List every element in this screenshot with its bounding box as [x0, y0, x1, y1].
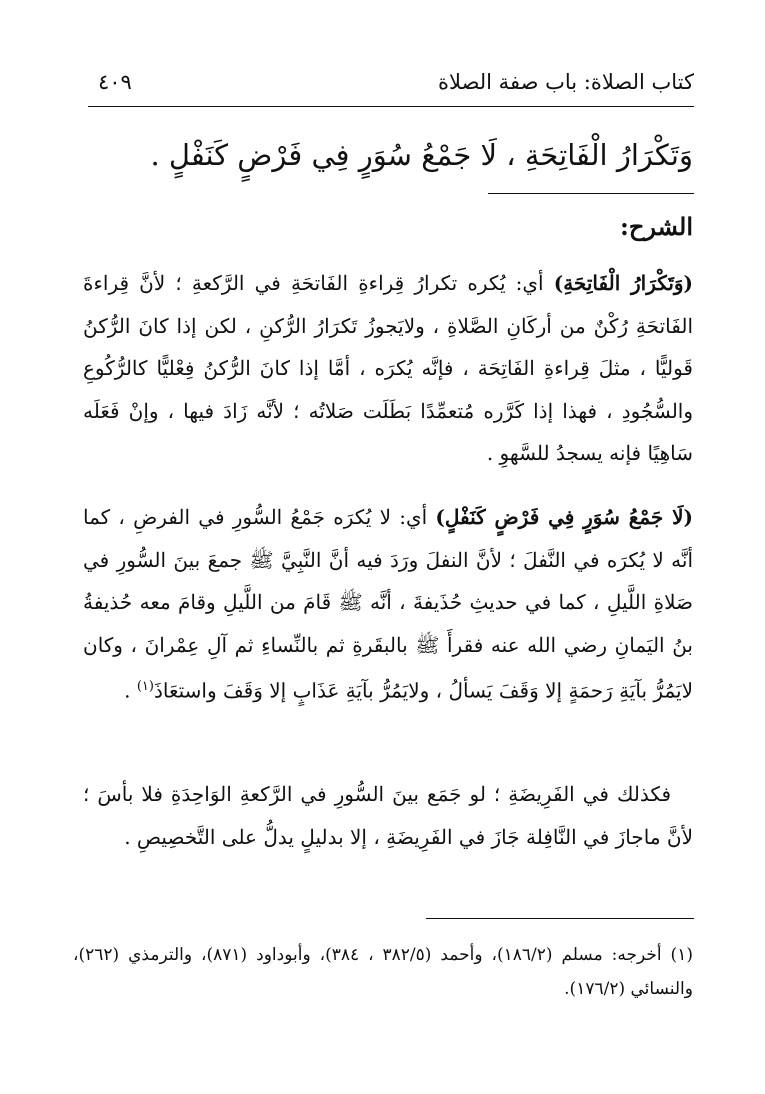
commentary-paragraph-3: [83, 773, 693, 858]
footnote-divider: [426, 918, 694, 919]
paragraph-2-text: أي: لا يُكرَه جَمْعُ السُّورِ في الفرضِ ، كما أنَّه لا يُكرَه في النَّفلَ ؛ لأنَّ النفلَ ورَدَ فيه أنَّ النَّبِيَّ ﷺ جمعَ بينَ السُّورِ في صَلاةِ اللَّيلِ ، كما في حديثِ حُذَيفةَ ، أنَّه ﷺ قَامَ من اللَّيلِ وقامَ معه حُذيفةُ بنُ اليَمانِ رضي الله عنه فقرأَ ﷺ بالبقَرةِ ثم بالنِّساءِ ثم آلِ عِمْرانَ ، وكان لايَمُرُّ بآيَةِ رَحمَةٍ إلا وَقَفَ يَسألُ ، ولايَمُرُّ بآيَةِ عَذَابٍ إلا وَقَفَ واستعَاذَ: [83, 505, 693, 704]
chapter-title: كتاب الصلاة: باب صفة الصلاة: [438, 70, 694, 94]
page-number: ٤٠٩: [98, 70, 132, 94]
matn-quote-1: (وَتَكْرَارُ الْفَاتِحَةِ): [553, 271, 694, 295]
matn-divider: [488, 193, 694, 194]
matn-quote-2: (لَا جَمْعُ سُوَرٍ فِي فَرْضٍ كَنَفْلٍ): [435, 505, 693, 529]
commentary-paragraph-1: [83, 262, 693, 475]
commentary-heading: الشرح:: [620, 212, 693, 241]
commentary-paragraph-2: [83, 496, 693, 713]
matn-text: وَتَكْرَارُ الْفَاتِحَةِ ، لَا جَمْعُ سُوَرٍ فِي فَرْضٍ كَنَفْلٍ .: [150, 138, 693, 172]
paragraph-3-text: فكذلك في الفَرِيضَةِ ؛ لو جَمَع بينَ السُّورِ في الرَّكعةِ الوَاحِدَةِ فلا بأسَ ؛ لأنَّ ماجازَ في النَّافِلة جَازَ في الفَرِيضَةِ ، إلا بدليلٍ يدلُّ على التَّخصِيصِ .: [83, 782, 693, 849]
paragraph-1-text: أي: يُكره تكرارُ قِراءةِ الفَاتحَةِ في الرَّكعةِ ؛ لأنَّ قِراءةَ الفَاتحَةِ رُكْنٌ من أركَانِ الصَّلاةِ ، ولايَجوزُ تَكرَارُ الرُّكنِ ، لكن إذا كانَ الرُّكنُ قَوليًّا ، مثلَ قِراءةِ الفَاتِحَة ، فإنَّه يُكرَه ، أمَّا إذا كانَ الرُّكنُ فِعْليًّا كالرُّكُوعِ والسُّجُودِ ، فهذا إذا كَرَّره مُتعمِّدًا بَطَلَت صَلاتُه ؛ لأنَّه زَادَ فيها ، وإنْ فَعَلَه سَاهِيًا فإنه يسجدُ للسَّهوِ .: [83, 271, 693, 466]
footnote-marker: (١): [136, 679, 154, 695]
running-header: [88, 66, 694, 107]
paragraph-2-end: .: [124, 679, 137, 704]
footnote: (١) أخرجه: مسلم (١٨٦/٢)، وأحمد (٣٨٢/٥ ، ٣٨٤)، وأبوداود (٨٧١)، والترمذي (٢٦٢)، والنسائي (١٧٦/٢).: [73, 945, 693, 999]
